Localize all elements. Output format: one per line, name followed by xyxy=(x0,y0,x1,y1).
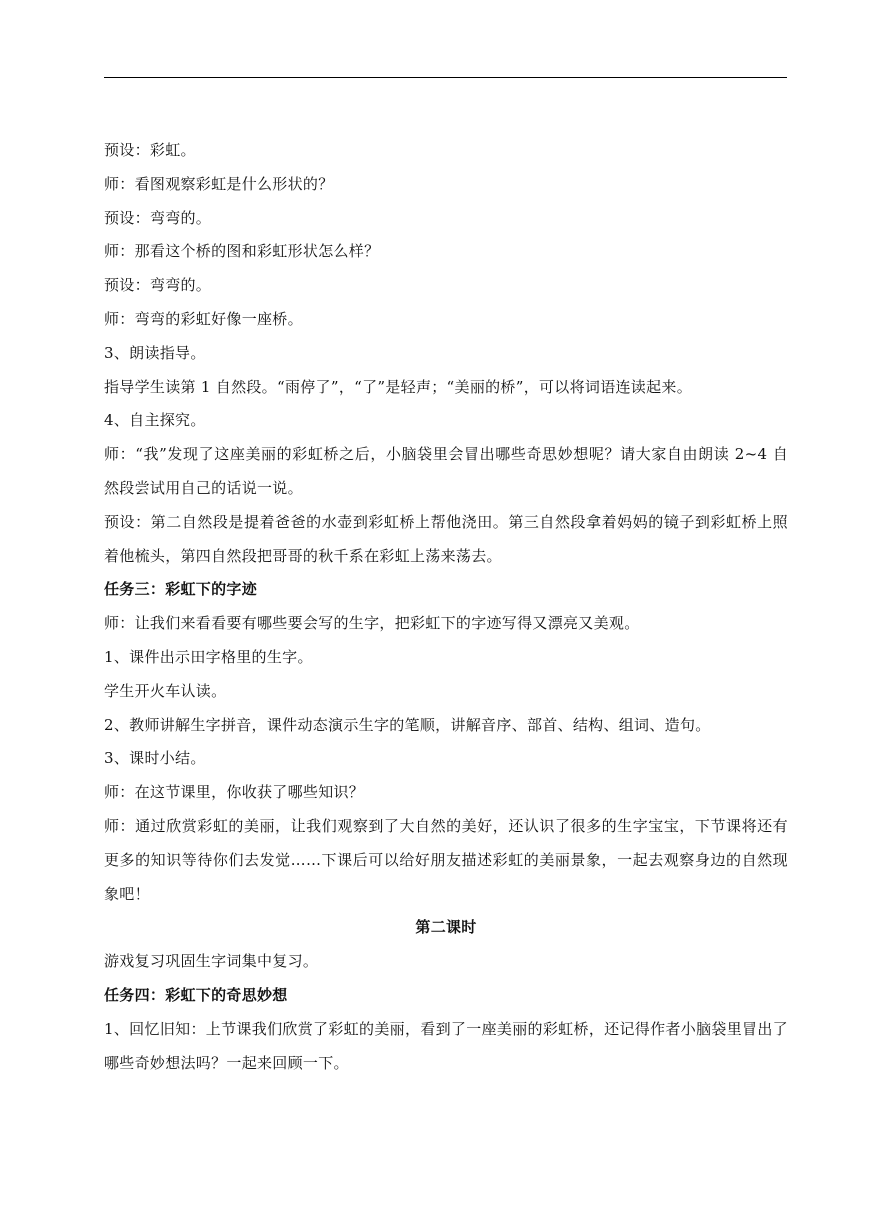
document-body xyxy=(104,134,788,1080)
paragraph: 师：看图观察彩虹是什么形状的？ xyxy=(104,174,334,193)
section-heading: 任务三：彩虹下的字迹 xyxy=(104,580,258,599)
paragraph: 师：那看这个桥的图和彩虹形状怎么样？ xyxy=(104,242,380,261)
paragraph: 1、回忆旧知：上节课我们欣赏了彩虹的美丽，看到了一座美丽的彩虹桥，还记得作者小脑袋里冒出了哪些奇妙想法吗？一起来回顾一下。 xyxy=(104,1019,788,1072)
paragraph: 师：“我”发现了这座美丽的彩虹桥之后，小脑袋里会冒出哪些奇思妙想呢？请大家自由朗读 2~4 自然段尝试用自己的话说一说。 xyxy=(104,445,788,497)
paragraph: 预设：彩虹。 xyxy=(104,141,196,159)
paragraph: 4、自主探究。 xyxy=(104,411,206,430)
paragraph: 3、朗读指导。 xyxy=(104,343,206,362)
paragraph: 指导学生读第 1 自然段。“雨停了”，“了”是轻声；“美丽的桥”，可以将词语连读起来。 xyxy=(104,377,692,396)
paragraph: 1、课件出示田字格里的生字。 xyxy=(104,647,313,666)
header-rule xyxy=(104,77,787,78)
lesson-title: 第二课时 xyxy=(415,918,477,937)
paragraph: 游戏复习巩固生字词集中复习。 xyxy=(104,952,319,971)
paragraph: 预设：弯弯的。 xyxy=(104,208,212,227)
section-heading: 任务四：彩虹下的奇思妙想 xyxy=(104,985,288,1004)
paragraph: 师：在这节课里，你收获了哪些知识？ xyxy=(104,783,365,802)
paragraph: 师：通过欣赏彩虹的美丽，让我们观察到了大自然的美好，还认识了很多的生字宝宝，下节课将还有更多的知识等待你们去发觉……下课后可以给好朋友描述彩虹的美丽景象，一起去观察身边的自然现象吧！ xyxy=(104,816,788,903)
paragraph: 师：让我们来看看要有哪些要会写的生字，把彩虹下的字迹写得又漂亮又美观。 xyxy=(104,614,640,633)
paragraph: 2、教师讲解生字拼音，课件动态演示生字的笔顺，讲解音序、部首、结构、组词、造句。 xyxy=(104,715,711,734)
paragraph: 师：弯弯的彩虹好像一座桥。 xyxy=(104,309,303,328)
paragraph: 3、课时小结。 xyxy=(104,749,206,768)
paragraph: 预设：第二自然段是提着爸爸的水壶到彩虹桥上帮他浇田。第三自然段拿着妈妈的镜子到彩虹桥上照着他梳头，第四自然段把哥哥的秋千系在彩虹上荡来荡去。 xyxy=(104,512,788,565)
paragraph: 预设：弯弯的。 xyxy=(104,276,212,295)
paragraph: 学生开火车认读。 xyxy=(104,681,227,700)
